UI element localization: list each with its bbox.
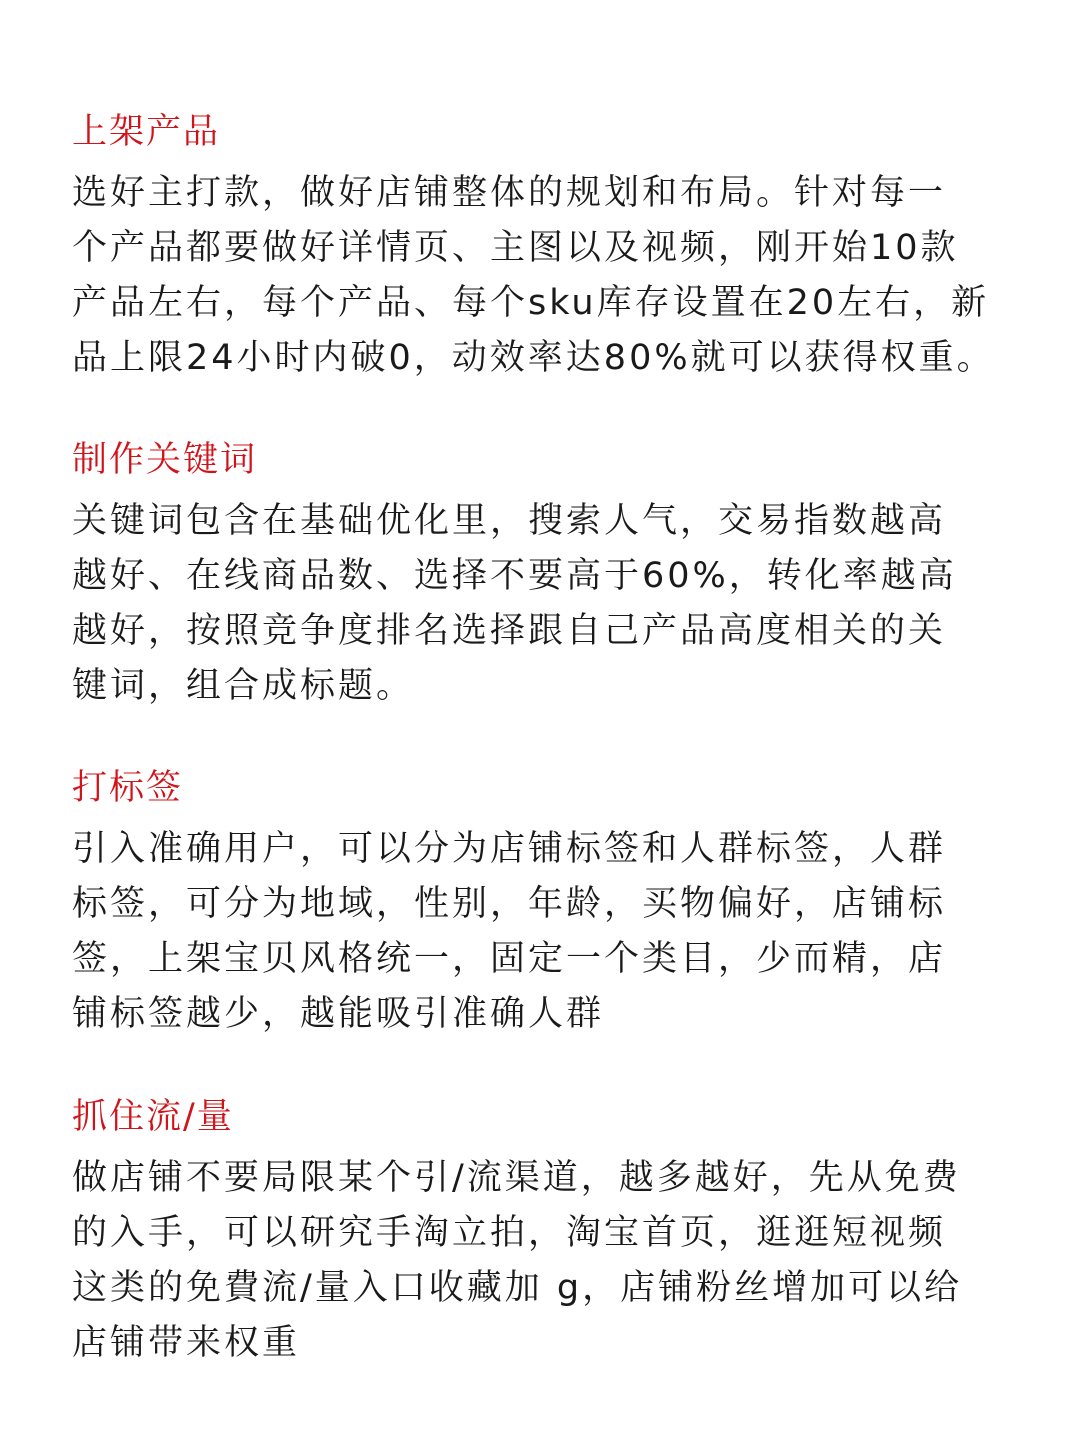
body-line: 做店铺不要局限某个引/流渠道，越多越好，先从免费 [72,1158,961,1198]
body-line: 品上限24小时内破0，动效率达80%就可以获得权重。 [72,338,995,378]
section-heading: 打标签 [72,768,184,808]
section-keywords [72,440,1012,714]
section-heading: 上架产品 [72,112,221,152]
body-line: 这类的免費流/量入口收藏加 g，店铺粉丝增加可以给 [72,1268,963,1308]
section-traffic [72,1097,1012,1371]
body-line: 引入准确用户，可以分为店铺标签和人群标签，人群 [72,829,947,869]
section-heading: 制作关键词 [72,440,258,480]
body-line: 产品左右，每个产品、每个sku库存设置在20左右，新 [72,283,990,323]
body-line: 签，上架宝贝风格统一，固定一个类目，少而精，店 [72,939,947,979]
body-line: 铺标签越少，越能吸引准确人群 [72,994,605,1034]
body-line: 越好、在线商品数、选择不要高于60%，转化率越高 [72,556,957,596]
body-line: 越好，按照竞争度排名选择跟自己产品高度相关的关 [72,611,947,651]
section-body [72,1151,1012,1371]
body-line: 键词，组合成标题。 [72,666,415,706]
section-list-products [72,112,1012,386]
body-line: 的入手，可以研究手淘立拍，淘宝首页，逛逛短视频 [72,1213,947,1253]
section-body [72,494,1012,714]
section-heading: 抓住流/量 [72,1097,234,1137]
body-line: 标签，可分为地域，性别，年龄，买物偏好，店铺标 [72,884,947,924]
section-body [72,822,1012,1042]
body-line: 选好主打款，做好店铺整体的规划和布局。针对每一 [72,173,947,213]
section-body [72,166,1012,386]
body-line: 店铺带来权重 [72,1323,301,1363]
body-line: 关键词包含在基础优化里，搜索人气，交易指数越高 [72,501,947,541]
section-tags [72,768,1012,1042]
body-line: 个产品都要做好详情页、主图以及视频，刚开始10款 [72,228,959,268]
